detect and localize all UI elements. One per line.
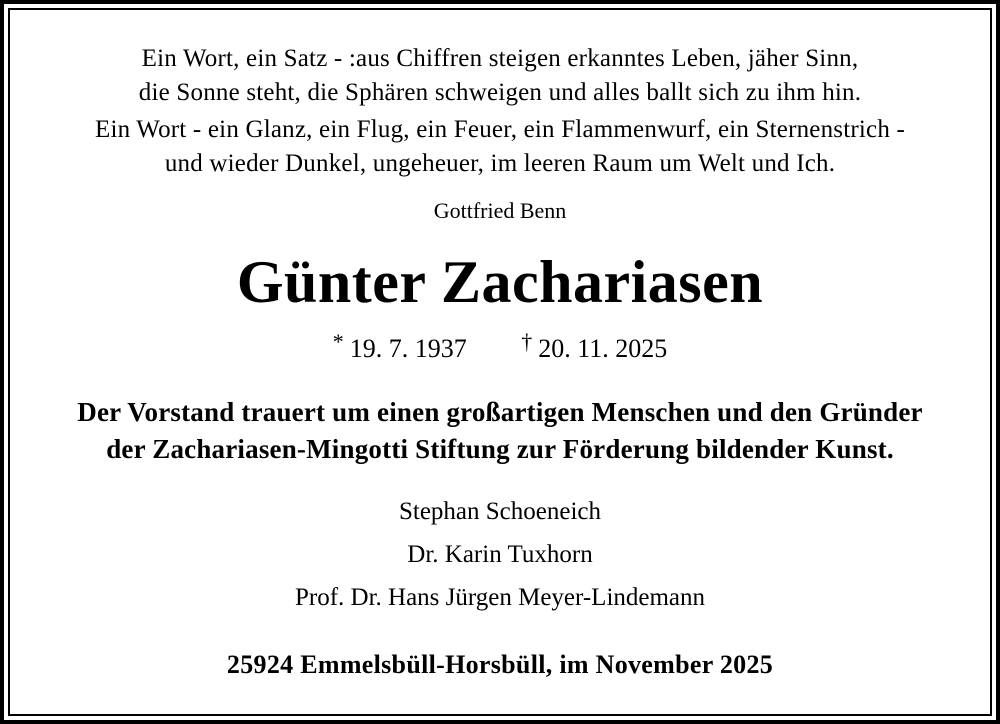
poem-line: die Sonne steht, die Sphären schweigen und alles ballt sich zu ihm hin.: [138, 79, 862, 106]
birth-date-group: [332, 329, 474, 363]
mourner-name: Prof. Dr. Hans Jürgen Meyer-Lindemann: [294, 584, 706, 611]
poem-line: Ein Wort, ein Satz - :aus Chiffren steigen erkanntes Leben, jäher Sinn,: [141, 45, 859, 72]
poem-stanza-1: [10, 42, 990, 110]
death-cross-symbol: †: [521, 329, 533, 354]
notice-inner-border: [8, 8, 992, 716]
mourner-name: Dr. Karin Tuxhorn: [407, 541, 593, 568]
tribute-line: Der Vorstand trauert um einen großartigen Menschen und den Gründer: [77, 397, 923, 427]
poem-attribution: Gottfried Benn: [433, 198, 567, 223]
poem-stanza-2: [10, 113, 990, 181]
tribute-line: der Zachariasen-Mingotti Stiftung zur Förderung bildender Kunst.: [106, 434, 894, 464]
mourners-list: [10, 490, 990, 619]
poem-line: Ein Wort - ein Glanz, ein Flug, ein Feuer, ein Flammenwurf, ein Sternenstrich -: [94, 116, 906, 143]
death-date-group: [521, 329, 668, 363]
place-and-date: 25924 Emmelsbüll-Horsbüll, im November 2025: [226, 650, 774, 679]
life-dates: [10, 326, 990, 365]
birth-star-symbol: *: [332, 329, 344, 354]
poem-line: und wieder Dunkel, ungeheuer, im leeren Raum um Welt und Ich.: [164, 150, 836, 177]
birth-date: 19. 7. 1937: [349, 334, 467, 363]
tribute-text: [10, 394, 990, 468]
death-date: 20. 11. 2025: [538, 334, 668, 363]
deceased-name: Günter Zachariasen: [236, 249, 764, 315]
mourner-name: Stephan Schoeneich: [398, 498, 602, 525]
